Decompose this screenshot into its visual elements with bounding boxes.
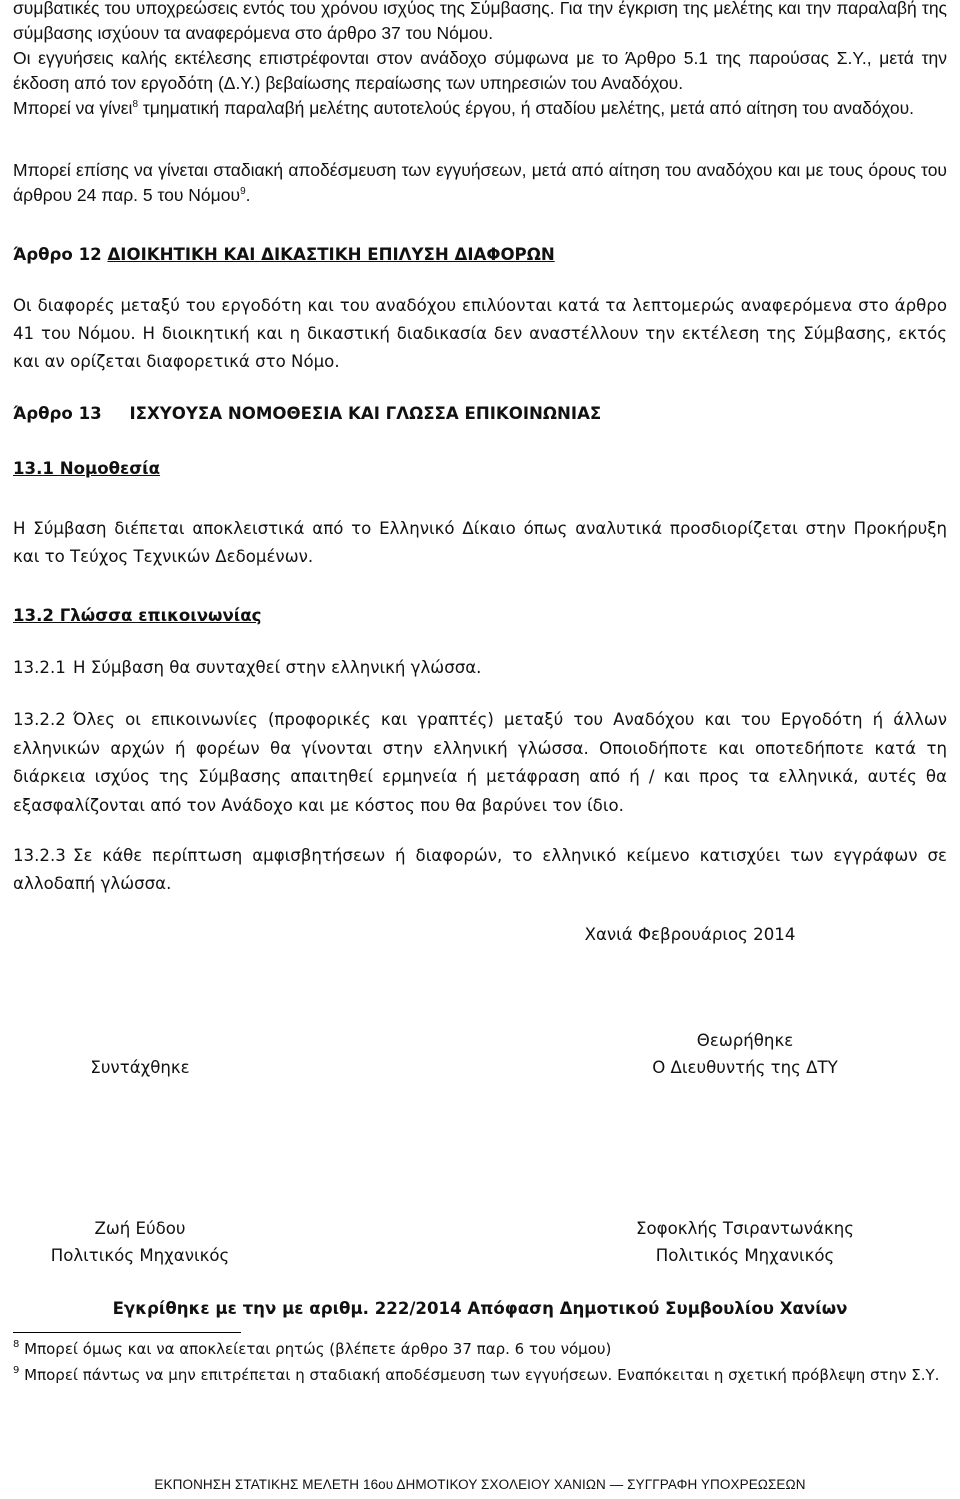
footnote-9-number: 9 [13, 1365, 20, 1376]
section-13-2-3 [13, 842, 947, 898]
article-12-number: Άρθρο 12 [13, 245, 102, 264]
section-13-2-2-number: 13.2.2 [13, 710, 66, 729]
approval-note: Εγκρίθηκε με την με αριθμ. 222/2014 Απόφαση Δημοτικού Συμβουλίου Χανίων [112, 1299, 848, 1318]
section-13-2-3-text: Σε κάθε περίπτωση αμφισβητήσεων ή διαφορών, το ελληνικό κείμενο κατισχύει των εγγράφων σε αλλοδαπή γλώσσα. [13, 846, 947, 893]
footnote-ref-8[interactable]: 8 [132, 99, 139, 110]
intro-p3-text-a: Μπορεί να γίνει [13, 98, 133, 118]
intro-p4-text-b: . [245, 185, 251, 205]
signature-left-role: Συντάχθηκε [90, 1058, 190, 1077]
section-13-2-1 [13, 655, 947, 680]
article-13-title: ΙΣΧΥΟΥΣΑ ΝΟΜΟΘΕΣΙΑ ΚΑΙ ΓΛΩΣΣΑ ΕΠΙΚΟΙΝΩΝΙΑΣ [129, 404, 602, 423]
section-13-1-body: Η Σύμβαση διέπεται αποκλειστικά από το Ελληνικό Δίκαιο όπως αναλυτικά προσδιορίζεται στην Προκήρυξη και το Τεύχος Τεχνικών Δεδομένων. [13, 519, 947, 566]
footnote-9-text: Μπορεί πάντως να μην επιτρέπεται η σταδιακή αποδέσμευση των εγγυήσεων. Εναπόκειται η σχετική πρόβλεψη στην Σ.Υ. [24, 1366, 940, 1384]
article-13-number: Άρθρο 13 [13, 404, 102, 423]
document-date: Χανιά Φεβρουάριος 2014 [584, 925, 796, 944]
article-12-title: ΔΙΟΙΚΗΤΙΚΗ ΚΑΙ ΔΙΚΑΣΤΙΚΗ ΕΠΙΛΥΣΗ ΔΙΑΦΟΡΩΝ [107, 245, 555, 264]
footnote-ref-9[interactable]: 9 [240, 186, 246, 197]
footnote-9 [13, 1364, 947, 1386]
intro-paragraph-2: Οι εγγυήσεις καλής εκτέλεσης επιστρέφονται στον ανάδοχο σύμφωνα με το Άρθρο 5.1 της παρούσας Σ.Υ., μετά την έκδοση από τον εργοδότη (Δ.Υ.) βεβαίωσης περαίωσης των υπηρεσιών του Αναδόχου. [13, 48, 947, 93]
intro-paragraph-4 [13, 158, 947, 208]
section-13-2-1-number: 13.2.1 [13, 658, 66, 677]
section-13-2-2 [13, 706, 947, 820]
footnote-8 [13, 1338, 947, 1360]
section-13-2-heading: 13.2 Γλώσσα επικοινωνίας [13, 606, 262, 625]
section-13-2-1-text: Η Σύμβαση θα συνταχθεί στην ελληνική γλώσσα. [73, 658, 482, 677]
intro-paragraph-3 [13, 96, 947, 121]
signature-right-title: Πολιτικός Μηχανικός [655, 1246, 835, 1265]
signature-right-role-2: Ο Διευθυντής της ΔΤΥ [652, 1058, 838, 1077]
article-12-body: Οι διαφορές μεταξύ του εργοδότη και του αναδόχου επιλύονται κατά τα λεπτομερώς αναφερόμενα στο άρθρο 41 του Νόμου. Η διοικητική και η δικαστική διαδικασία δεν αναστέλλουν την εκτέλεση της Σύμβασης, εκτός και αν ορίζεται διαφορετικά στο Νόμο. [13, 296, 947, 371]
article-12-heading [13, 242, 947, 267]
intro-p4-text-a: Μπορεί επίσης να γίνεται σταδιακή αποδέσμευση των εγγυήσεων, μετά από αίτηση του αναδόχου και με τους όρους του άρθρου 24 παρ. 5 του Νόμου [13, 160, 947, 205]
article-13-heading [13, 401, 947, 426]
footnote-separator [13, 1332, 241, 1333]
footnote-8-text: Μπορεί όμως και να αποκλείεται ρητώς (βλέπετε άρθρο 37 παρ. 6 του νόμου) [24, 1340, 612, 1358]
signature-right-name: Σοφοκλής Τσιραντωνάκης [635, 1219, 854, 1238]
signature-right-role-1: Θεωρήθηκε [696, 1031, 794, 1050]
signature-left-name: Ζωή Εύδου [94, 1219, 186, 1238]
signature-left-title: Πολιτικός Μηχανικός [50, 1246, 230, 1265]
section-13-2-2-text: Όλες οι επικοινωνίες (προφορικές και γραπτές) μεταξύ του Αναδόχου και του Εργοδότη ή άλλων ελληνικών αρχών ή φορέων θα γίνονται στην ελληνική γλώσσα. Οποιοδήποτε και οποτεδήποτε κατά τη διάρκεια ισχύος της Σύμβασης απαιτηθεί ερμηνεία ή μετάφραση από ή / και προς τα ελληνικά, αυτές θα εξασφαλίζονται από τον Ανάδοχο και με κόστος που θα βαρύνει τον ίδιο. [13, 710, 947, 815]
section-13-1-heading: 13.1 Νομοθεσία [13, 459, 161, 478]
section-13-2-3-number: 13.2.3 [13, 846, 66, 865]
page-footer: ΕΚΠΟΝΗΣΗ ΣΤΑΤΙΚΗΣ ΜΕΛΕΤΗ 16ου ΔΗΜΟΤΙΚΟΥ ΣΧΟΛΕΙΟΥ ΧΑΝΙΩΝ — ΣΥΓΓΡΑΦΗ ΥΠΟΧΡΕΩΣΕΩΝ [154, 1477, 806, 1492]
intro-paragraph-1: συμβατικές του υποχρεώσεις εντός του χρόνου ισχύος της Σύμβασης. Για την έγκριση της μελέτης και την παραλαβή της σύμβασης ισχύουν τα αναφερόμενα στο άρθρο 37 του Νόμου. [13, 0, 947, 43]
intro-p3-text-b: τμηματική παραλαβή μελέτης αυτοτελούς έργου, ή σταδίου μελέτης, μετά από αίτηση του αναδόχου. [138, 98, 915, 118]
footnote-8-number: 8 [13, 1339, 20, 1350]
